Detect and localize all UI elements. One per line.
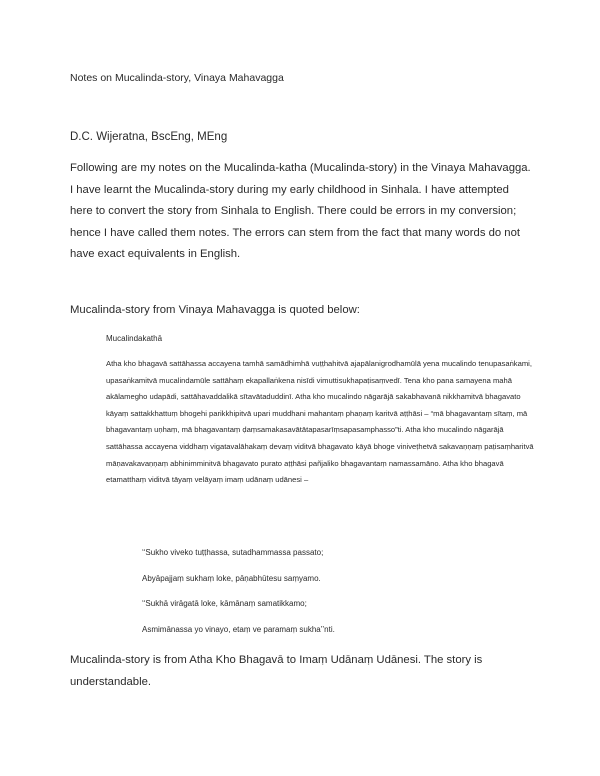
author-line: D.C. Wijeratna, BscEng, MEng [70, 131, 228, 143]
quoted-intro: Mucalinda-story from Vinaya Mahavagga is quoted below: [70, 304, 360, 316]
verse-line: ‘‘Sukhā virāgatā loke, kāmānaṃ samatikkamo; [142, 599, 307, 608]
document-title: Notes on Mucalinda-story, Vinaya Mahavagga [70, 72, 284, 84]
outro-paragraph: Mucalinda-story is from Atha Kho Bhagavā to Imaṃ Udānaṃ Udānesi. The story is understandable. [70, 654, 483, 688]
verse-line: Abyāpajjaṃ sukhaṃ loke, pāṇabhūtesu saṃyamo. [142, 574, 321, 583]
verse-line: Asmimānassa yo vinayo, etaṃ ve paramaṃ sukha’’nti. [142, 625, 335, 634]
pali-heading: Mucalindakathā [106, 334, 163, 343]
verse-line: ‘‘Sukho viveko tuṭṭhassa, sutadhammassa passato; [142, 548, 324, 557]
pali-paragraph: Atha kho bhagavā sattāhassa accayena tamhā samādhimhā vuṭṭhahitvā ajapālanigrodhamūlā yena mucalindo tenupasaṅkami, upasaṅkamitvā mucalindamūle sattāhaṃ ekapallaṅkena nisīdi vimuttisukhapaṭisaṃvedī. Tena kho pana samayena mahā akālamegho udapādi, sattāhavaddalikā sītavātaduddinī. Atha kho mucalindo nāgarājā sakabhavanā nikkhamitvā bhagavato kāyaṃ sattakkhattuṃ bhogehi parikkhipitvā upari muddhani mahantaṃ phaṇaṃ karitvā aṭṭhāsi – “mā bhagavantaṃ sītaṃ, mā bhagavantaṃ uṇhaṃ, mā bhagavantaṃ ḍaṃsamakasavātātapasarīṃsapasamphasso”ti. Atha kho mucalindo nāgarājā sattāhassa accayena viddhaṃ vigatavalāhakaṃ devaṃ viditvā bhagavato kāyā bhoge viniveṭhetvā sakavaṇṇaṃ paṭisaṃharitvā māṇavakavaṇṇaṃ abhinimminitvā bhagavato purato aṭṭhāsi pañjaliko bhagavantaṃ namassamāno. Atha kho bhagavā etamatthaṃ viditvā tāyaṃ velāyaṃ imaṃ udānaṃ udānesi – [106, 359, 534, 485]
intro-paragraph: Following are my notes on the Mucalinda-katha (Mucalinda-story) in the Vinaya Mahavagga. I have learnt the Mucalinda-story during my early childhood in Sinhala. I have attempted here to convert the story from Sinhala to English. There could be errors in my conversion; hence I have called them notes. The errors can stem from the fact that many words do not have exact equivalents in English. [70, 162, 531, 261]
